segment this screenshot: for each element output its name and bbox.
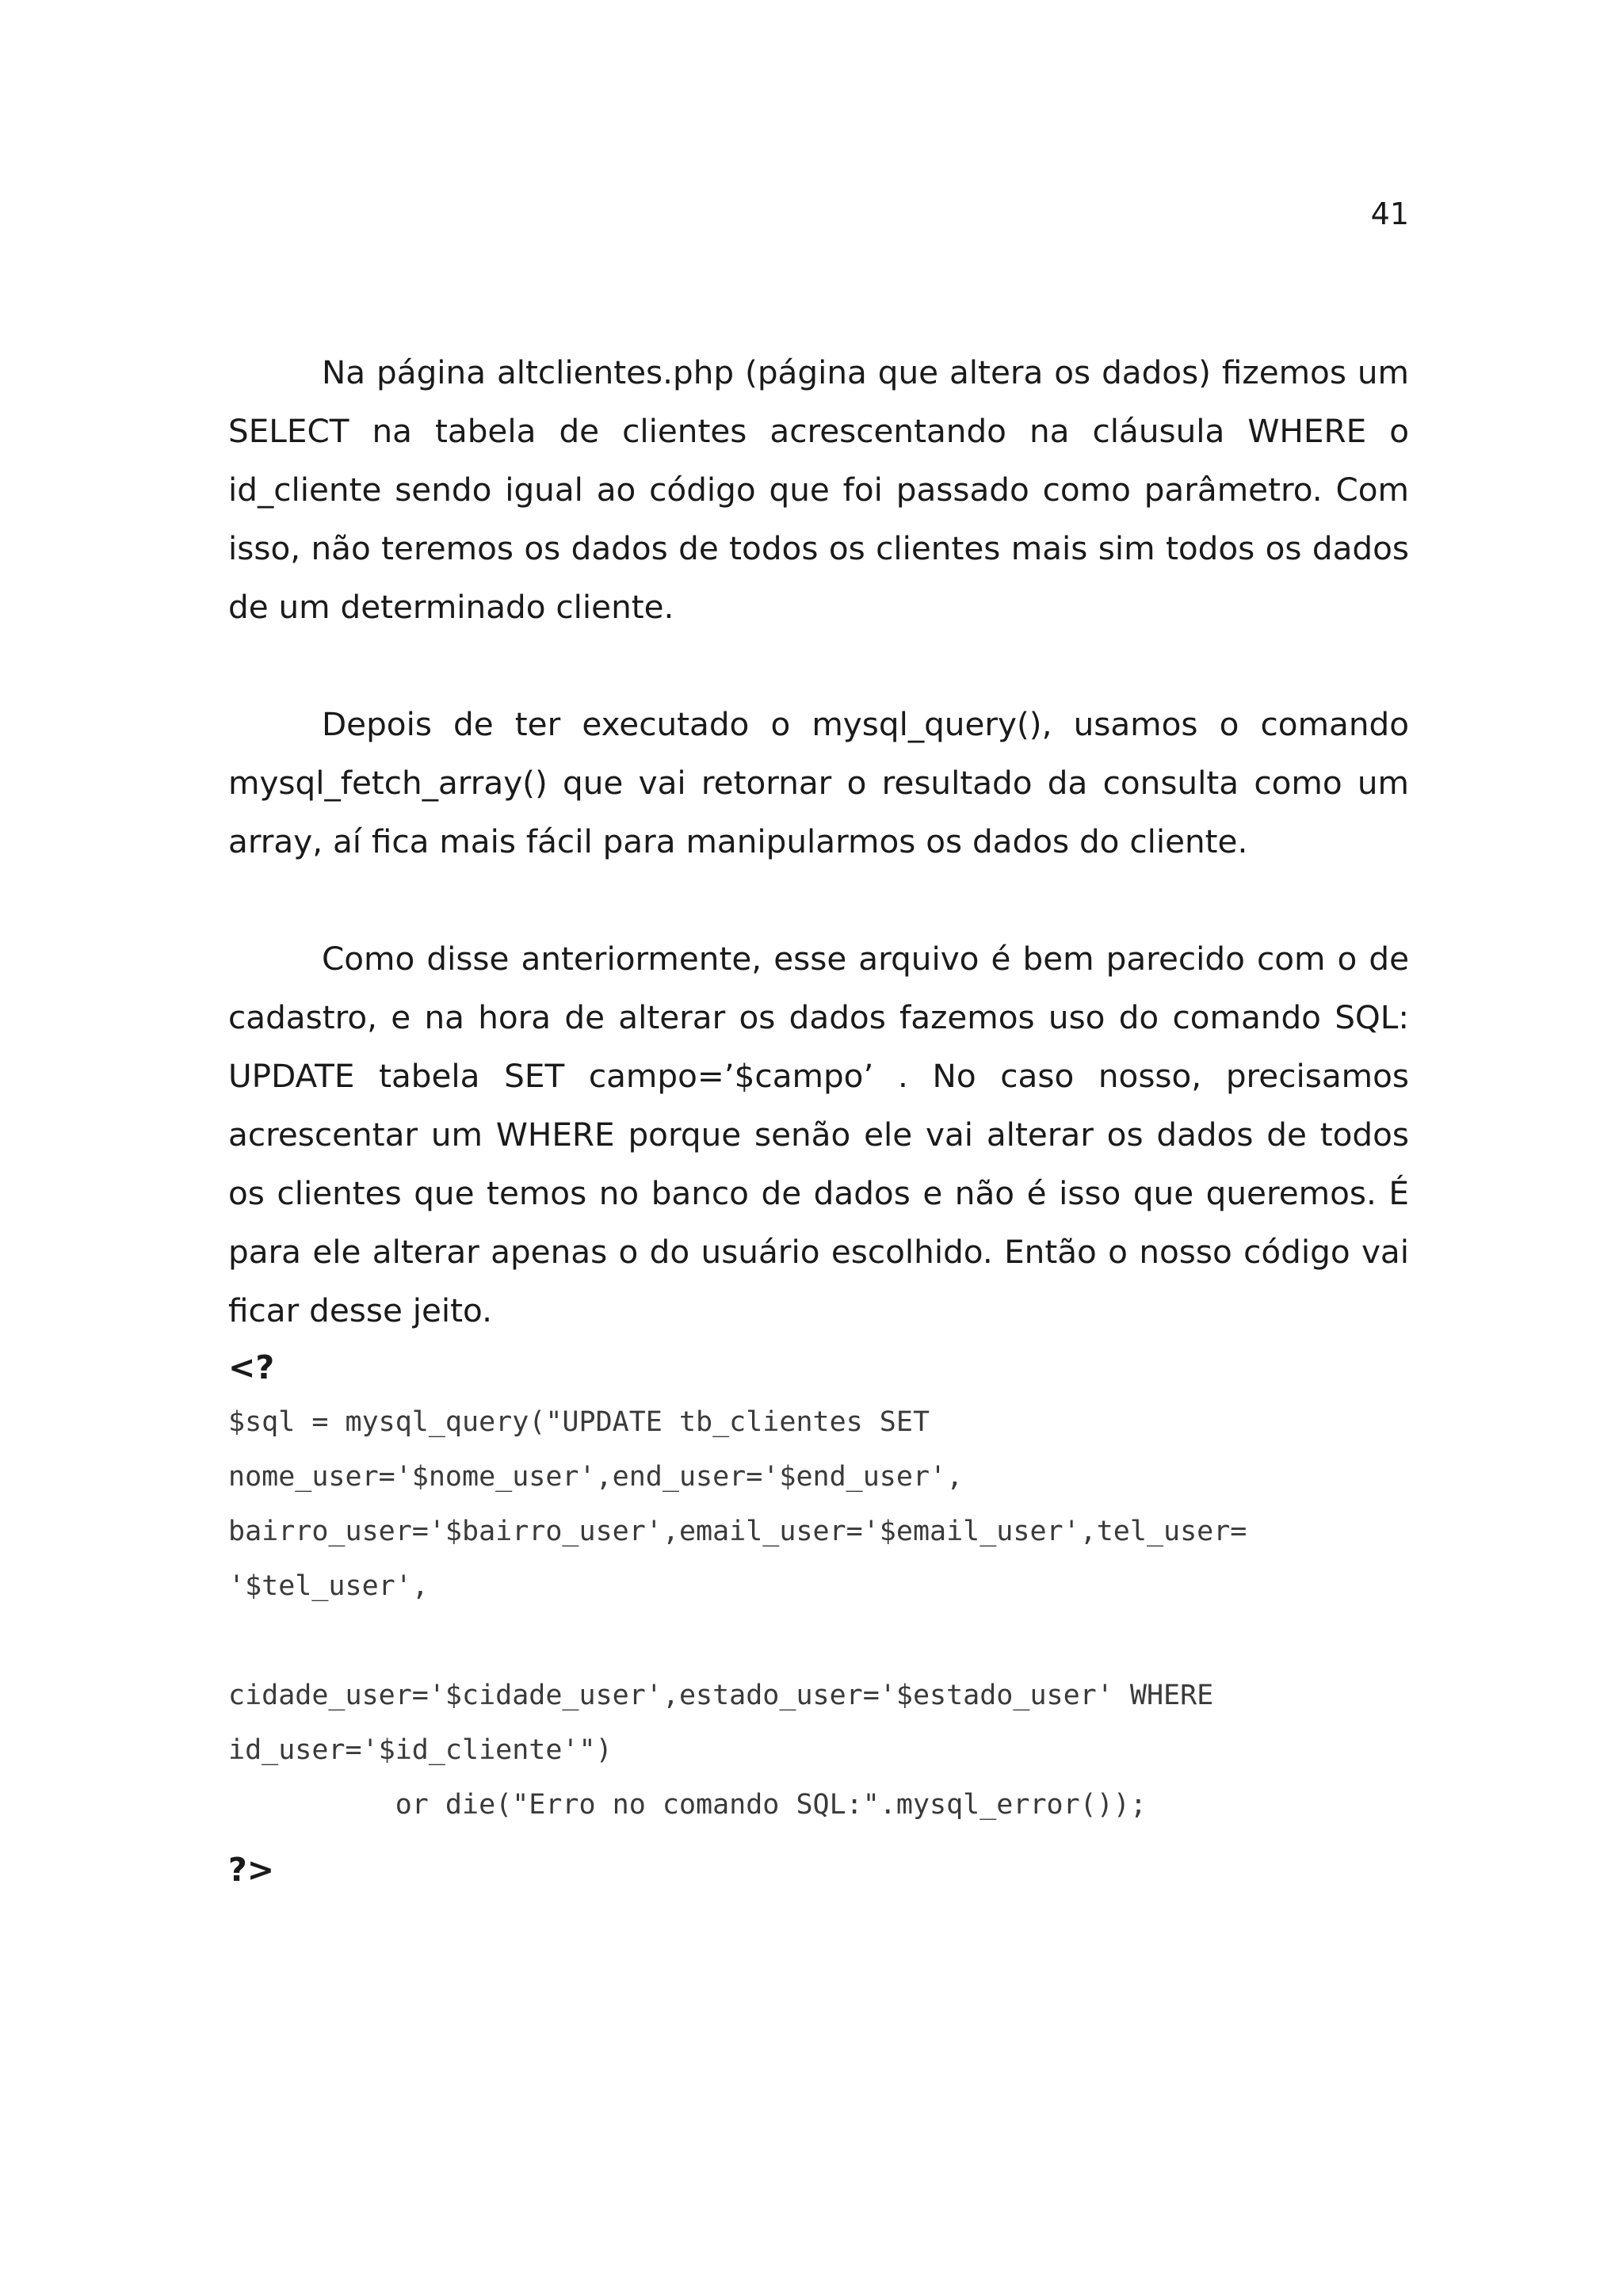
- paragraph-altclientes: Na página altclientes.php (página que altera os dados) fizemos um SELECT na tabela de clientes acrescentando na cláusula WHERE o id_cliente sendo igual ao código que foi passado como parâmetro. Com isso, não teremos os dados de todos os clientes mais sim todos os dados de um determinado cliente.: [228, 353, 1409, 626]
- code-line: id_user='$id_cliente'"): [228, 1734, 613, 1766]
- code-line: bairro_user='$bairro_user',email_user='$email_user',tel_user=: [228, 1516, 1247, 1547]
- code-line: cidade_user='$cidade_user',estado_user='$estado_user' WHERE: [228, 1680, 1214, 1711]
- paragraph-update: Como disse anteriormente, esse arquivo é bem parecido com o de cadastro, e na hora de alterar os dados fazemos uso do comando SQL: UPDATE tabela SET campo=’$campo’ . No caso nosso, precisamos acrescentar um WHERE porque senão ele vai alterar os dados de todos os clientes que temos no banco de dados e não é isso que queremos. É para ele alterar apenas o do usuário escolhido. Então o nosso código vai ficar desse jeito.: [228, 940, 1409, 1329]
- code-line: $sql = mysql_query("UPDATE tb_clientes SET: [228, 1406, 930, 1438]
- php-open-tag: <?: [228, 1348, 275, 1386]
- document-body: [228, 343, 1409, 1897]
- code-line: '$tel_user',: [228, 1570, 429, 1602]
- php-close-tag: ?>: [228, 1851, 275, 1889]
- paragraph-mysql-query: Depois de ter executado o mysql_query(), usamos o comando mysql_fetch_array() que vai retornar o resultado da consulta como um array, aí fica mais fácil para manipularmos os dados do cliente.: [228, 705, 1409, 860]
- code-line: nome_user='$nome_user',end_user='$end_user',: [228, 1461, 964, 1493]
- page-number: 41: [1370, 196, 1409, 231]
- code-block: [228, 1395, 1409, 1833]
- code-line: or die("Erro no comando SQL:".mysql_error());: [228, 1789, 1147, 1821]
- code-line: [228, 1614, 1409, 1669]
